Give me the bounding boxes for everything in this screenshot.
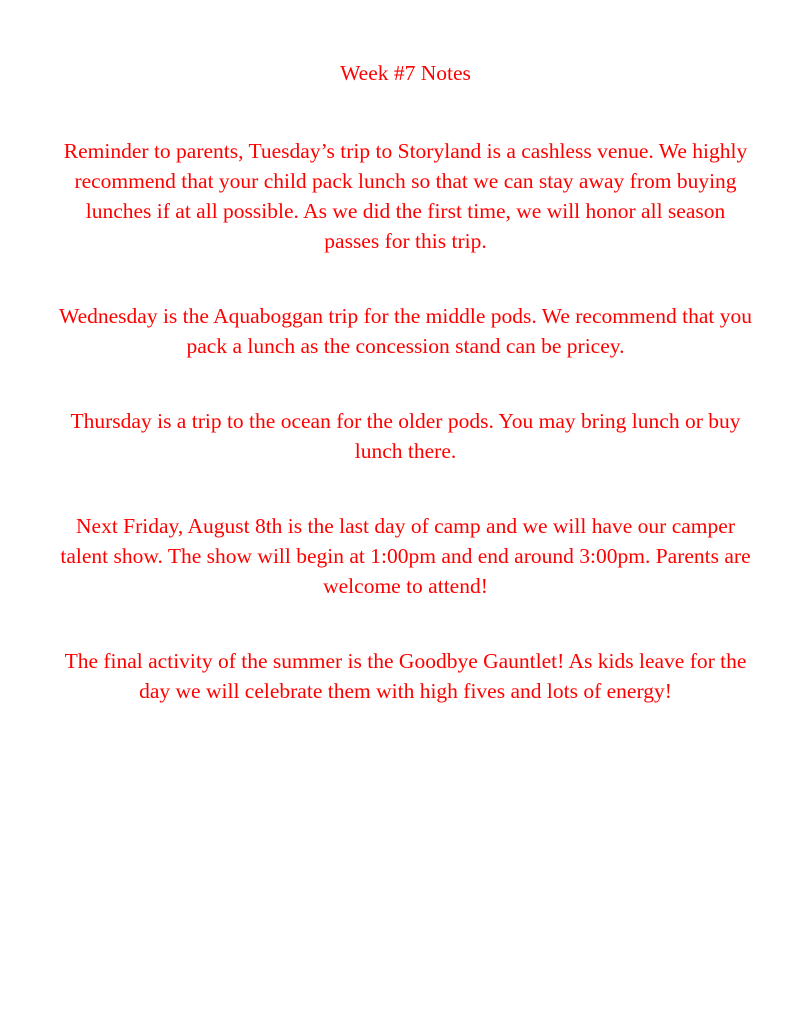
paragraph-ocean-trip: Thursday is a trip to the ocean for the older pods. You may bring lunch or buy lunch there. xyxy=(70,409,741,463)
paragraph-storyland-reminder: Reminder to parents, Tuesday’s trip to Storyland is a cashless venue. We highly recommend that your child pack lunch so that we can stay away from buying lunches if at all possible. As we did the first time, we will honor all season passes for this trip. xyxy=(63,139,748,253)
document-body xyxy=(58,58,753,706)
paragraph-goodbye-gauntlet: The final activity of the summer is the Goodbye Gauntlet! As kids leave for the day we will celebrate them with high fives and lots of energy! xyxy=(64,649,747,703)
paragraph-talent-show: Next Friday, August 8th is the last day of camp and we will have our camper talent show. The show will begin at 1:00pm and end around 3:00pm. Parents are welcome to attend! xyxy=(60,514,751,598)
paragraph-aquaboggan-trip: Wednesday is the Aquaboggan trip for the middle pods. We recommend that you pack a lunch as the concession stand can be pricey. xyxy=(59,304,752,358)
page-title: Week #7 Notes xyxy=(340,61,471,85)
